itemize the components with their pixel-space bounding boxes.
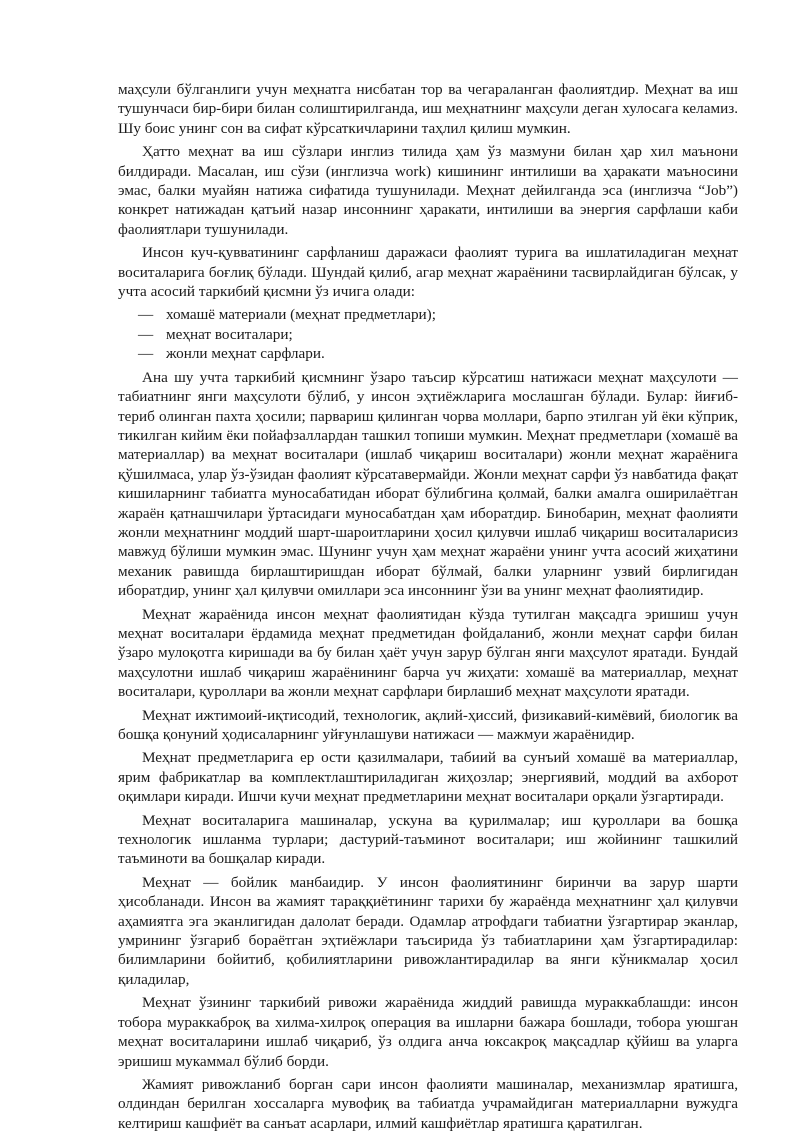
paragraph-3: Инсон куч-қувватининг сарфланиш даражаси фаолият турига ва ишлатиладиган меҳнат воситаларига боғлиқ бўлади. Шундай қилиб, агар меҳнат жараёнини тасвирлайдиган бўлсак, у учта асосий таркибий қисмни ўз ичига олади:	[118, 244, 738, 301]
list-dash: —	[138, 325, 154, 343]
paragraph-11: Жамият ривожланиб борган сари инсон фаолияти машиналар, механизмлар яратишга, олдиндан берилган хоссаларга мувофиқ ва табиатда учрамайдиган материалларни вужудга келтириш кашфиёт ва санъат асарлари, илмий кашфиётлар яратишга қаратилган.	[118, 1075, 738, 1132]
paragraph-9: Меҳнат — бойлик манбаидир. У инсон фаолиятининг биринчи ва зарур шарти ҳисобланади. Инсон ва жамият тараққиётининг тарихи бу жараёнда меҳнатнинг ҳал қилувчи аҳамиятга эга эканлигидан далолат беради. Одамлар атрофдаги табиатни ўзгартирар эканлар, умрининг ўзгариб бораётган эҳтиёжлари таъсирида ўз табиатларини ҳам ўзгартирадилар: билимларини бойитиб, қобилиятларини ривожлантирадилар ва янги кўникмалар ҳосил қиладилар,	[118, 873, 738, 988]
list-dash: —	[138, 345, 154, 363]
paragraph-7: Меҳнат предметларига ер ости қазилмалари, табиий ва сунъий хомашё ва материаллар, ярим фабрикатлар ва комплектлаштириладиган жиҳозлар; энергиявий, моддий ва ахборот оқимлари киради. Ишчи кучи меҳнат предметларини меҳнат воситалари орқали ўзгартиради.	[118, 749, 738, 806]
list-item	[118, 305, 738, 324]
document-page	[118, 80, 738, 1137]
list-item-text: хомашё материали (меҳнат предметлари);	[166, 306, 436, 324]
components-list	[118, 305, 738, 363]
paragraph-2: Ҳатто меҳнат ва иш сўзлари инглиз тилида ҳам ўз мазмуни билан ҳар хил маънони билдиради. Масалан, иш сўзи (инглизча work) кишининг интилиши ва ҳаракати маъносини эмас, балки муайян натижа сифатида тушунилади. Меҳнат дейилганда эса (инглизча “Job”) конкрет натижадан қатъий назар инсоннинг ҳаракати, интилиши ва энергия сарфлаши каби фаолиятлари тушунилади.	[118, 143, 738, 238]
list-item-text: меҳнат воситалари;	[166, 325, 293, 343]
paragraph-10: Меҳнат ўзининг таркибий ривожи жараёнида жиддий равишда мураккаблашди: инсон тобора мураккаброқ ва хилма-хилроқ операция ва ишларни бажара бошлади, тобора уюшган меҳнат воситаларини ишлаб чиқариб, ўз олдига анча юксакроқ мақсадлар қўйиш ва уларга эришиш мукаммал бўлиб борди.	[118, 994, 738, 1070]
list-item-text: жонли меҳнат сарфлари.	[166, 345, 325, 363]
list-item	[118, 325, 738, 344]
paragraph-8: Меҳнат воситаларига машиналар, ускуна ва қурилмалар; иш қуроллари ва бошқа технологик ишланма турлари; дастурий-таъминот воситалари; иш жойининг ташкилий таъминоти ва бошқалар киради.	[118, 811, 738, 868]
paragraph-5: Меҳнат жараёнида инсон меҳнат фаолиятидан кўзда тутилган мақсадга эришиш учун меҳнат воситалари ёрдамида меҳнат предметидан фойдаланиб, жонли меҳнат сарфи билан ўзаро мулоқотга киришади ва бу билан ҳаёт учун зарур бўлган янги маҳсулот яратади. Бундай маҳсулотни ишлаб чиқариш жараёнининг барча уч жиҳати: хомашё ва материаллар, меҳнат воситалари, қуроллари ва жонли меҳнат сарфлари бирлашиб меҳнат маҳсулоти яратади.	[118, 605, 738, 701]
paragraph-1: маҳсули бўлганлиги учун меҳнатга нисбатан тор ва чегараланган фаолиятдир. Меҳнат ва иш тушунчаси бир-бири билан солиштирилганда, иш меҳнатнинг маҳсули деган хулосага келамиз. Шу боис унинг сон ва сифат кўрсаткичларини таҳлил қилиш мумкин.	[118, 81, 738, 137]
list-item	[118, 344, 738, 363]
paragraph-4: Ана шу учта таркибий қисмнинг ўзаро таъсир кўрсатиш натижаси меҳнат маҳсулоти — табиатнинг янги маҳсулоти бўлиб, у инсон эҳтиёжларига мослашган бўлади. Булар: йиғиб-териб олинган пахта ҳосили; парвариш қилинган чорва моллари, барпо этилган уй ёки кўприк, тикилган кийим ёки пойафзаллардан ташкил топиши мумкин. Меҳнат предметлари (хомашё ва материаллар) ва меҳнат воситалари (ишлаб чиқариш воситалари) жонли меҳнат жараёнига қўшилмаса, улар ўз-ўзидан фаолият кўрсатавермайди. Жонли меҳнат сарфи ўз навбатида фақат кишиларнинг табиатга муносабатидан иборат бўлибгина қолмай, балки амалга оширилаётган жараён қатнашчилари ўртасидаги муносабатдан ҳам иборатдир. Бинобарин, меҳнат фаолияти жонли меҳнатнинг моддий шарт-шароитларини ҳосил қилувчи ишлаб чиқариш воситаларисиз мавжуд бўлиши мумкин эмас. Шунинг учун ҳам меҳнат жараёни унинг учта асосий жиҳатини механик равишда бирлаштиришдан иборат бўлмай, балки уларнинг узвий бирлигидан иборатдир, унинг ҳал қилувчи омиллари эса инсоннинг ўзи ва унинг меҳнат фаолиятидир.	[118, 368, 738, 600]
list-dash: —	[138, 306, 154, 324]
paragraph-6: Меҳнат ижтимоий-иқтисодий, технологик, ақлий-ҳиссий, физикавий-кимёвий, биологик ва бошқа қонуний ҳодисаларнинг уйғунлашуви натижаси — мажмуи жараёнидир.	[118, 706, 738, 743]
